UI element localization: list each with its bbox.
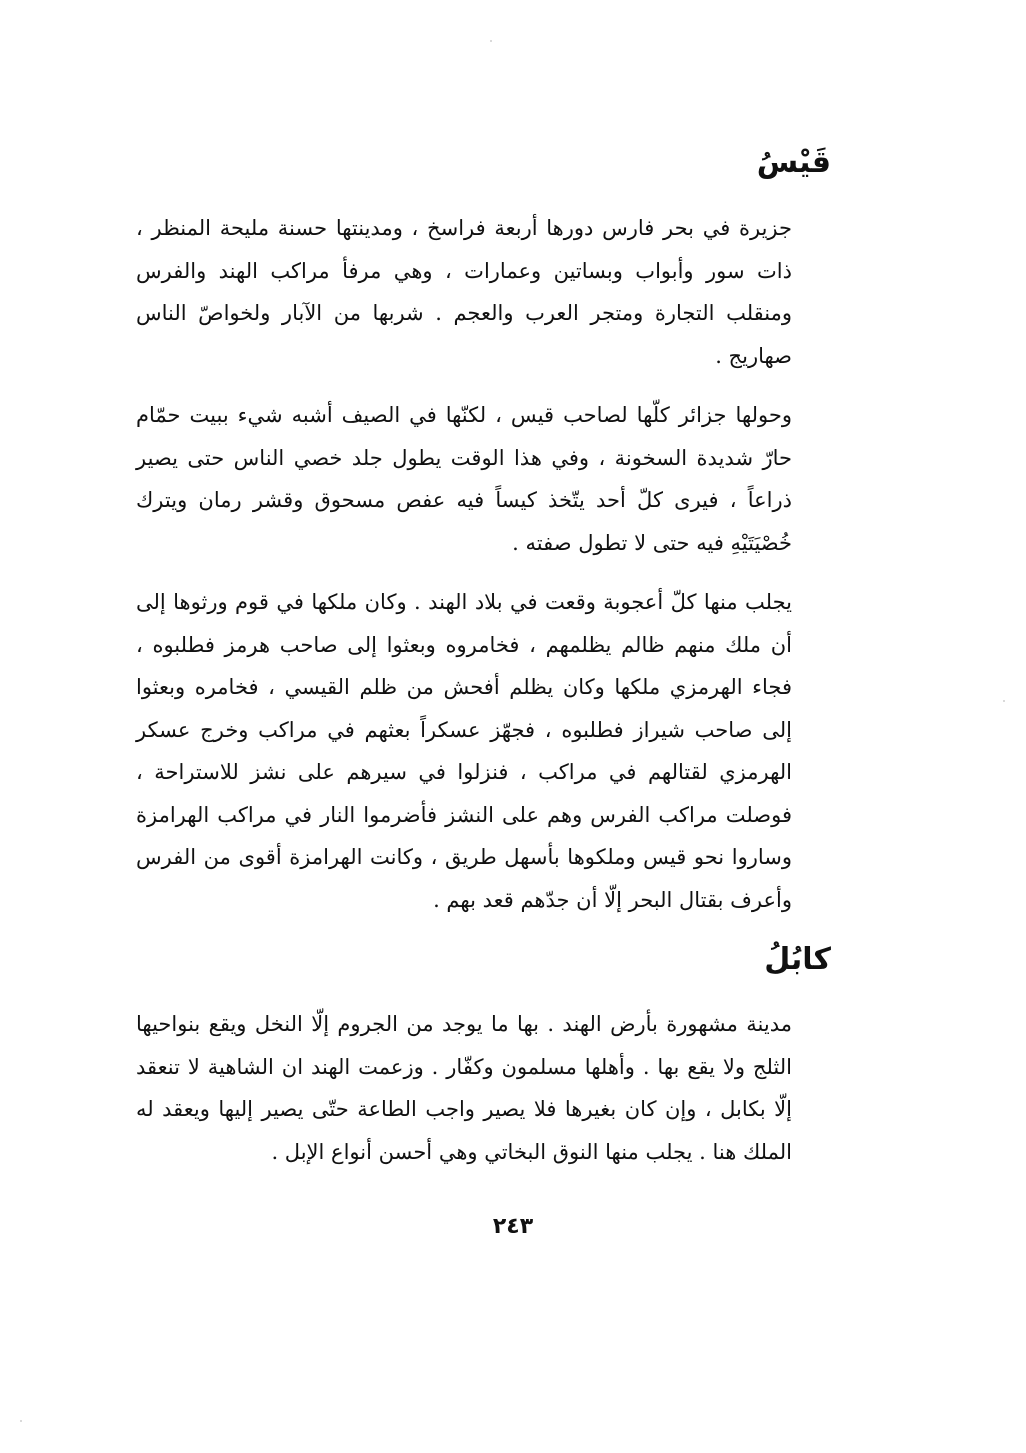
scan-speck — [20, 1420, 22, 1422]
page-number: ٢٤٣ — [492, 1214, 534, 1239]
paragraph: مدينة مشهورة بأرض الهند . بها ما يوجد من الجروم إلّا النخل ويقع بنواحيها الثلج ولا يقع بها . وأهلها مسلمون وكفّار . وزعمت الهند ان الشاهية لا تنعقد إلّا بكابل ، وإن كان بغيرها فلا يصير واجب الطاعة حتّى يصير إليها ويعقد له الملك هنا . يجلب منها النوق البخاتي وهي أحسن أنواع الإبل . — [136, 1012, 792, 1164]
entry-title-qays: قَيْسُ — [756, 145, 831, 180]
paragraph: يجلب منها كلّ أعجوبة وقعت في بلاد الهند . وكان ملكها في قوم ورثوها إلى أن ملك منهم ظالم يظلمهم ، فخامروه وبعثوا إلى صاحب هرمز فطلبوه ، فجاء الهرمزي ملكها وكان يظلم أفحش من ظلم القيسي ، فخامره وبعثوا إلى صاحب شيراز فطلبوه ، فجهّز عسكراً بعثهم في مراكب وخرج عسكر الهرمزي لقتالهم في مراكب ، فنزلوا في سيرهم على نشز للاستراحة ، فوصلت مراكب الفرس وهم على النشز فأضرموا النار في مراكب الهرامزة وساروا نحو قيس وملكوها بأسهل طريق ، وكانت الهرامزة أقوى من الفرس وأعرف بقتال البحر إلّا أن جدّهم قعد بهم . — [136, 590, 792, 912]
scan-speck — [490, 40, 492, 42]
entry-body-kabul — [136, 1003, 792, 1173]
paragraph: جزيرة في بحر فارس دورها أربعة فراسخ ، ومدينتها حسنة مليحة المنظر ، ذات سور وأبواب وبساتين وعمارات ، وهي مرفأ مراكب الهند والفرس ومنقلب التجارة ومتجر العرب والعجم . شربها من الآبار ولخواصّ الناس صهاريج . — [136, 216, 792, 368]
entry-title-kabul: كابُلُ — [764, 942, 831, 977]
entry-body-qays — [136, 207, 792, 921]
paragraph: وحولها جزائر كلّها لصاحب قيس ، لكنّها في الصيف أشبه شيء ببيت حمّام حارّ شديدة السخونة ، وفي هذا الوقت يطول جلد خصي الناس حتى يصير ذراعاً ، فيرى كلّ أحد يتّخذ كيساً فيه عفص مسحوق وقشر رمان ويترك خُصْيَتَيْهِ فيه حتى لا تطول صفته . — [136, 403, 792, 555]
scan-speck — [1003, 700, 1005, 702]
